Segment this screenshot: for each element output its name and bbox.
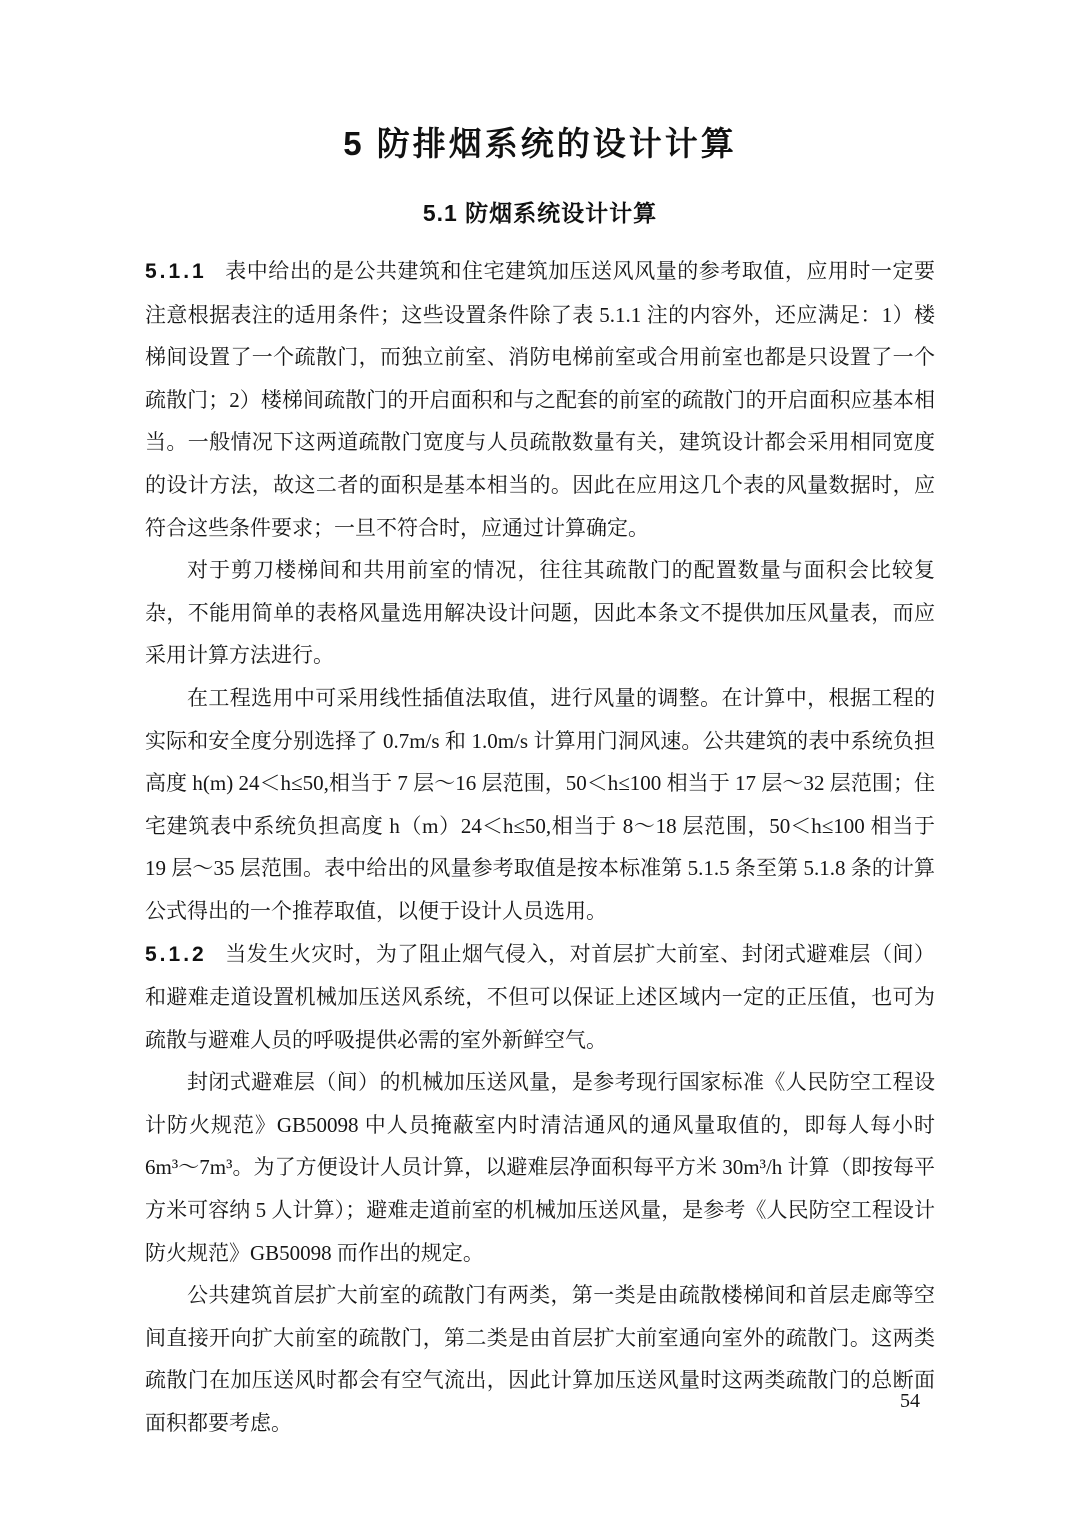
document-body — [145, 250, 935, 1445]
paragraph-text: 公共建筑首层扩大前室的疏散门有两类，第一类是由疏散楼梯间和首层走廊等空间直接开向扩大前室的疏散门，第二类是由首层扩大前室通向室外的疏散门。这两类疏散门在加压送风时都会有空气流出，因此计算加压送风量时这两类疏散门的总断面面积都要考虑。 — [145, 1283, 935, 1436]
section-heading: 5.1 防烟系统设计计算 — [422, 200, 658, 226]
clause-number: 5.1.2 — [145, 942, 207, 966]
paragraph — [145, 1061, 935, 1274]
paragraph — [145, 677, 935, 933]
clause-5-1-2 — [145, 933, 935, 1062]
clause-text: 表中给出的是公共建筑和住宅建筑加压送风风量的参考取值，应用时一定要注意根据表注的适用条件；这些设置条件除了表 5.1.1 注的内容外，还应满足：1）楼梯间设置了一个疏散门，而独立前室、消防电梯前室或合用前室也都是只设置了一个疏散门；2）楼梯间疏散门的开启面积和与之配套的前室的疏散门的开启面积应基本相当。一般情况下这两道疏散门宽度与人员疏散数量有关，建筑设计都会采用相同宽度的设计方法，故这二者的面积是基本相当的。因此在应用这几个表的风量数据时，应符合这些条件要求；一旦不符合时，应通过计算确定。 — [145, 259, 935, 540]
clause-5-1-1 — [145, 250, 935, 549]
paragraph-text: 在工程选用中可采用线性插值法取值，进行风量的调整。在计算中，根据工程的实际和安全度分别选择了 0.7m/s 和 1.0m/s 计算用门洞风速。公共建筑的表中系统负担高度 h(m) 24＜h≤50,相当于 7 层～16 层范围，50＜h≤100 相当于 17 层～32 层范围；住宅建筑表中系统负担高度 h（m）24＜h≤50,相当于 8～18 层范围，50＜h≤100 相当于 19 层～35 层范围。表中给出的风量参考取值是按本标准第 5.1.5 条至第 5.1.8 条的计算公式得出的一个推荐取值，以便于设计人员选用。 — [145, 685, 935, 923]
paragraph — [145, 1274, 935, 1444]
chapter-title: 5 防排烟系统的设计计算 — [343, 125, 737, 162]
clause-text: 当发生火灾时，为了阻止烟气侵入，对首层扩大前室、封闭式避难层（间）和避难走道设置机械加压送风系统，不但可以保证上述区域内一定的正压值，也可为疏散与避难人员的呼吸提供必需的室外新鲜空气。 — [145, 941, 935, 1052]
page-number: 54 — [900, 1390, 920, 1412]
paragraph-text: 封闭式避难层（间）的机械加压送风量，是参考现行国家标准《人民防空工程设计防火规范》GB50098 中人员掩蔽室内时清洁通风的通风量取值的，即每人每小时 6m³～7m³。为了方便设计人员计算，以避难层净面积每平方米 30m³/h 计算（即按每平方米可容纳 5 人计算）；避难走道前室的机械加压送风量，是参考《人民防空工程设计防火规范》GB50098 而作出的规定。 — [145, 1070, 935, 1265]
paragraph-text: 对于剪刀楼梯间和共用前室的情况，往往其疏散门的配置数量与面积会比较复杂，不能用简单的表格风量选用解决设计问题，因此本条文不提供加压风量表，而应采用计算方法进行。 — [145, 558, 935, 668]
paragraph — [145, 549, 935, 677]
clause-number: 5.1.1 — [145, 260, 207, 283]
